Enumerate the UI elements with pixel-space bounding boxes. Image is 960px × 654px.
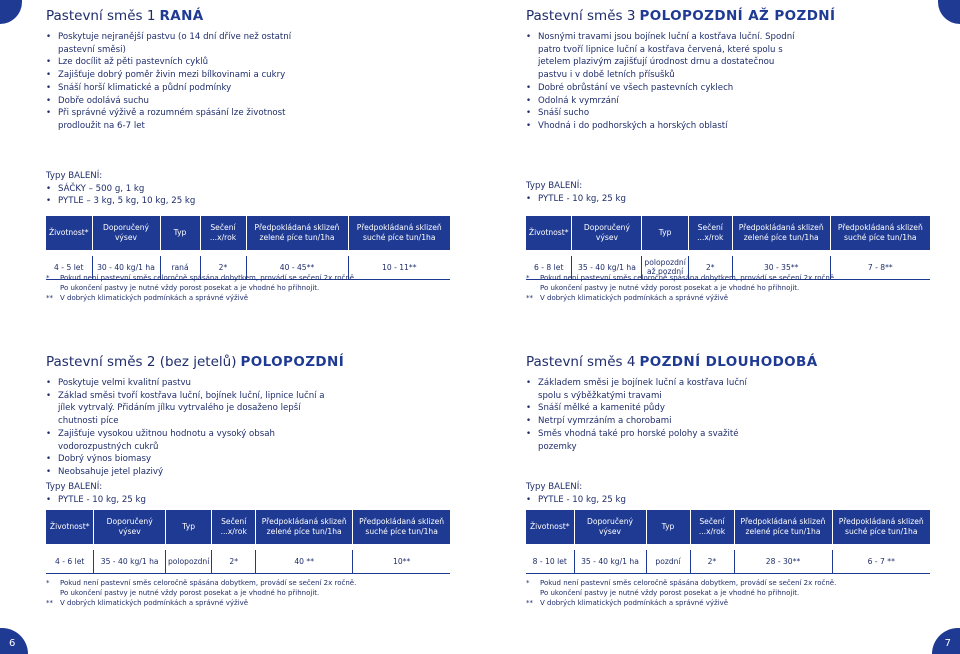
mix2-notes: * Pokud není pastevní směs celoročně spásána dobytkem, provádí se sečení 2x ročně. Po ukončení pastvy je nutné vždy porost posekat a je vhodné ho přihnojit. ** V dobrých klimatických podmínkách a správné výživě xyxy=(46,579,357,607)
mix2-bullets xyxy=(46,377,331,479)
corner-decoration xyxy=(938,0,960,24)
list-item: • Poskytuje velmi kvalitní pastvu xyxy=(46,377,331,390)
table-row: 4 - 5 let 30 - 40 kg/1 ha raná 2* 40 - 45** 10 - 11** xyxy=(46,256,450,279)
list-item: • Základ směsi tvoří kostřava luční, bojínek luční, lipnice luční a jílek vytrvalý. Přidáním jílku vytrvalého je dosaženo lepší chutnosti píce xyxy=(46,390,331,428)
mix2-packaging xyxy=(46,481,146,506)
mix4-title: Pastevní směs 4 POZDNÍ DLOUHODOBÁ xyxy=(526,354,818,370)
list-item: • Lze docílit až pěti pastevních cyklů xyxy=(46,56,296,69)
header-seceni: Sečení ...x/rok xyxy=(200,216,246,250)
pack-label: Typy BALENÍ: xyxy=(46,482,103,492)
mix4-notes: * Pokud není pastevní směs celoročně spásána dobytkem, provádí se sečení 2x ročně. Po ukončení pastvy je nutné vždy porost posekat a je vhodné ho přihnojit. ** V dobrých klimatických podmínkách a správné výživě xyxy=(526,579,837,607)
list-item: • Snáší mělké a kamenité půdy xyxy=(526,402,766,415)
pack-label: Typy BALENÍ: xyxy=(526,482,583,492)
table-row: 8 - 10 let 35 - 40 kg/1 ha pozdní 2* 28 - 30** 6 - 7 ** xyxy=(526,550,930,573)
mix2-section xyxy=(46,354,456,479)
list-item: • Při správné výživě a rozumném spásání lze životnost prodloužit na 6-7 let xyxy=(46,107,296,132)
pack-label: Typy BALENÍ: xyxy=(526,181,583,191)
pack-item: • PYTLE - 10 kg, 25 kg xyxy=(526,193,626,206)
mix4-section xyxy=(526,354,936,453)
mix3-title: Pastevní směs 3 POLOPOZDNÍ AŽ POZDNÍ xyxy=(526,8,836,24)
table-row: 4 - 6 let 35 - 40 kg/1 ha polopozdní 2* 40 ** 10** xyxy=(46,550,450,573)
mix2-table: Životnost* Doporučený výsev Typ Sečení ...x/rok Předpokládaná sklizeň zelené píce tun/1ha Předpokládaná sklizeň suché píce tun/1ha 4 - 6 let 35 - 40 kg/1 ha polopozdní 2* 40 ** 10** xyxy=(46,510,450,574)
list-item: • Poskytuje nejranější pastvu (o 14 dní dříve než ostatní pastevní směsi) xyxy=(46,31,296,56)
corner-decoration xyxy=(0,0,22,24)
list-item: • Dobré obrůstání ve všech pastevních cyklech xyxy=(526,82,801,95)
mix1-bullets xyxy=(46,31,296,133)
list-item: • Základem směsi je bojínek luční a kostřava luční spolu s výběžkatými travami xyxy=(526,377,766,402)
header-suche: Předpokládaná sklizeň suché píce tun/1ha xyxy=(348,216,450,250)
mix1-table xyxy=(46,216,450,280)
list-item: • Snáší horší klimatické a půdní podmínky xyxy=(46,82,296,95)
header-zivotnost: Životnost* xyxy=(46,216,92,250)
right-page xyxy=(480,0,960,654)
list-item: • Zajišťuje vysokou užitnou hodnotu a vysoký obsah vodorozpustných cukrů xyxy=(46,428,331,453)
header-doporuceny: Doporučený výsev xyxy=(92,216,160,250)
list-item: • Nosnými travami jsou bojínek luční a kostřava luční. Spodní patro tvoří lipnice luční a kostřava červená, které spolu s jetelem plazivým zajišťují úrodnost drnu a dostatečnou pastvu i v době letních přísušků xyxy=(526,31,801,82)
mix1-section xyxy=(46,8,456,133)
list-item: • Dobře odolává suchu xyxy=(46,95,296,108)
list-item: • Zajišťuje dobrý poměr živin mezi bílkovinami a cukry xyxy=(46,69,296,82)
page-number: 6 xyxy=(9,638,16,649)
mix4-packaging xyxy=(526,481,626,506)
list-item: • Snáší sucho xyxy=(526,107,801,120)
header-typ: Typ xyxy=(160,216,200,250)
pack-item: • PYTLE – 3 kg, 5 kg, 10 kg, 25 kg xyxy=(46,195,195,208)
list-item: • Odolná k vymrzání xyxy=(526,95,801,108)
pack-item: • PYTLE - 10 kg, 25 kg xyxy=(46,494,146,507)
mix1-title: Pastevní směs 1 RANÁ xyxy=(46,8,204,24)
list-item: • Dobrý výnos biomasy xyxy=(46,453,331,466)
mix3-section xyxy=(526,8,936,133)
list-item: • Neobsahuje jetel plazivý xyxy=(46,466,331,479)
pack-item: • SÁČKY – 500 g, 1 kg xyxy=(46,183,195,196)
list-item: • Vhodná i do podhorských a horských oblastí xyxy=(526,120,801,133)
mix4-bullets xyxy=(526,377,766,453)
pack-item: • PYTLE - 10 kg, 25 kg xyxy=(526,494,626,507)
mix4-table: Životnost* Doporučený výsev Typ Sečení ...x/rok Předpokládaná sklizeň zelené píce tun/1ha Předpokládaná sklizeň suché píce tun/1ha 8 - 10 let 35 - 40 kg/1 ha pozdní 2* 28 - 30** 6 - 7 ** xyxy=(526,510,930,574)
header-zelene: Předpokládaná sklizeň zelené píce tun/1ha xyxy=(246,216,348,250)
mix1-notes: * Pokud není pastevní směs celoročně spásána dobytkem, provádí se sečení 2x ročně. Po ukončení pastvy je nutné vždy porost posekat a je vhodné ho přihnojit. ** V dobrých klimatických podmínkách a správné výživě xyxy=(46,274,357,302)
mix3-table: Životnost* Doporučený výsev Typ Sečení ...x/rok Předpokládaná sklizeň zelené píce tun/1ha Předpokládaná sklizeň suché píce tun/1ha 6 - 8 let 35 - 40 kg/1 ha polopozdní až pozdní 2* 30 - 35** 7 - 8** xyxy=(526,216,930,280)
list-item: • Netrpí vymrzáním a chorobami xyxy=(526,415,766,428)
pack-label: Typy BALENÍ: xyxy=(46,171,103,181)
mix3-bullets xyxy=(526,31,801,133)
mix3-packaging xyxy=(526,180,626,205)
list-item: • Směs vhodná také pro horské polohy a svažité pozemky xyxy=(526,428,766,453)
mix1-packaging xyxy=(46,170,195,208)
page-number: 7 xyxy=(944,638,951,649)
mix2-title: Pastevní směs 2 (bez jetelů) POLOPOZDNÍ xyxy=(46,354,345,370)
table-row: 6 - 8 let 35 - 40 kg/1 ha polopozdní až pozdní 2* 30 - 35** 7 - 8** xyxy=(526,256,930,279)
mix3-notes: * Pokud není pastevní směs celoročně spásána dobytkem, provádí se sečení 2x ročně. Po ukončení pastvy je nutné vždy porost posekat a je vhodné ho přihnojit. ** V dobrých klimatických podmínkách a správné výživě xyxy=(526,274,837,302)
